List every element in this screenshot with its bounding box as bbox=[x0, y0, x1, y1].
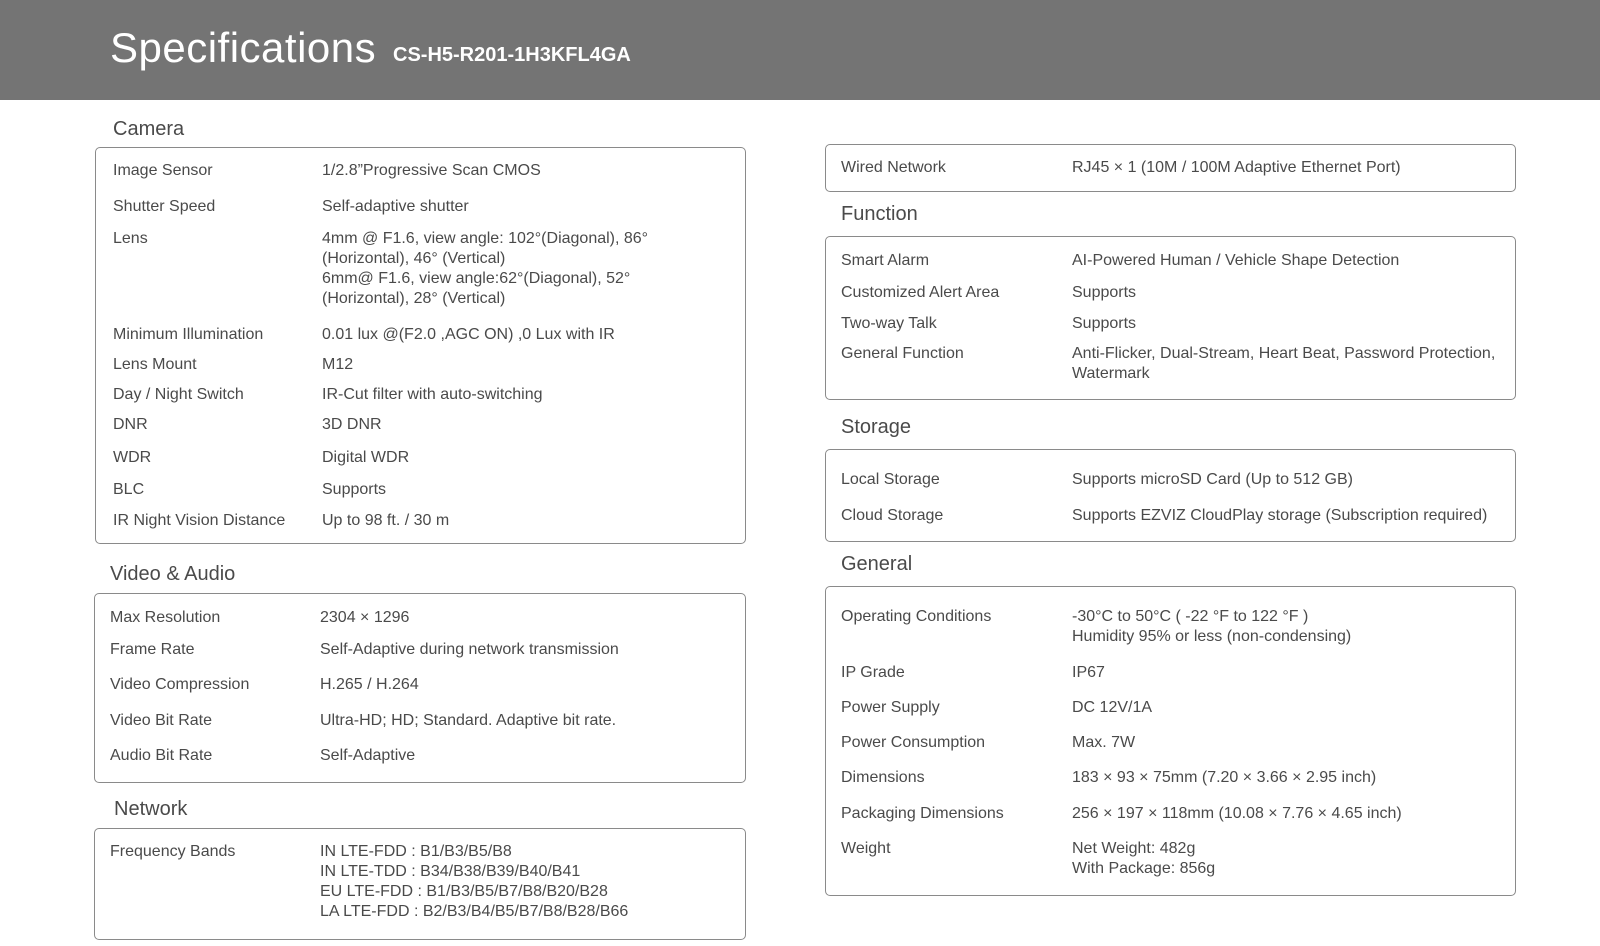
spec-label: Minimum Illumination bbox=[113, 326, 264, 343]
spec-value bbox=[322, 415, 382, 435]
section-title-general: General bbox=[841, 553, 913, 575]
spec-value-line: IN LTE-FDD : B1/B3/B5/B8 bbox=[320, 843, 512, 860]
spec-value bbox=[322, 229, 648, 309]
spec-value-line: Self-Adaptive bbox=[320, 747, 416, 764]
spec-label: BLC bbox=[113, 481, 145, 498]
spec-value-line: Self-adaptive shutter bbox=[322, 198, 469, 215]
spec-value-line: 6mm@ F1.6, view angle:62°(Diagonal), 52° bbox=[322, 270, 631, 287]
section-title-storage: Storage bbox=[841, 416, 912, 438]
spec-value bbox=[1072, 506, 1487, 526]
spec-value-line: Supports microSD Card (Up to 512 GB) bbox=[1072, 471, 1353, 488]
spec-value bbox=[320, 746, 415, 766]
spec-value bbox=[322, 197, 469, 217]
spec-value bbox=[322, 448, 409, 468]
spec-label: Two-way Talk bbox=[841, 315, 937, 332]
spec-value bbox=[1072, 314, 1136, 334]
spec-value-line: Anti-Flicker, Dual-Stream, Heart Beat, Password Protection, bbox=[1072, 345, 1496, 362]
spec-value-line: Supports bbox=[1072, 284, 1137, 301]
spec-value-line: H.265 / H.264 bbox=[320, 676, 419, 693]
spec-label: Max Resolution bbox=[110, 609, 221, 626]
spec-value-line: 183 × 93 × 75mm (7.20 × 3.66 × 2.95 inch) bbox=[1072, 769, 1377, 786]
spec-value-line: Watermark bbox=[1072, 365, 1150, 382]
spec-label: IP Grade bbox=[841, 664, 905, 681]
spec-value bbox=[1072, 607, 1351, 647]
spec-value-line: (Horizontal), 46° (Vertical) bbox=[322, 250, 506, 267]
spec-label: General Function bbox=[841, 345, 964, 362]
spec-value-line: Ultra-HD; HD; Standard. Adaptive bit rate. bbox=[320, 712, 617, 729]
spec-value-line: Supports bbox=[322, 481, 387, 498]
spec-value-line: IN LTE-TDD : B34/B38/B39/B40/B41 bbox=[320, 863, 581, 880]
spec-value-line: Self-Adaptive during network transmission bbox=[320, 641, 619, 658]
spec-label: Dimensions bbox=[841, 769, 925, 786]
spec-value-line: Supports EZVIZ CloudPlay storage (Subscription required) bbox=[1072, 507, 1488, 524]
spec-label: Video Bit Rate bbox=[110, 712, 212, 729]
spec-value-line: Net Weight: 482g bbox=[1072, 840, 1196, 857]
spec-value-line: RJ45 × 1 (10M / 100M Adaptive Ethernet Port) bbox=[1072, 159, 1401, 176]
spec-value-line: EU LTE-FDD : B1/B3/B5/B7/B8/B20/B28 bbox=[320, 883, 608, 900]
section-title-function: Function bbox=[841, 203, 918, 225]
spec-value bbox=[1072, 768, 1376, 788]
spec-label: Shutter Speed bbox=[113, 198, 216, 215]
spec-label: Audio Bit Rate bbox=[110, 747, 213, 764]
spec-value bbox=[1072, 344, 1495, 384]
spec-value-line: Digital WDR bbox=[322, 449, 410, 466]
spec-value-line: With Package: 856g bbox=[1072, 860, 1216, 877]
spec-label: Video Compression bbox=[110, 676, 250, 693]
spec-value bbox=[320, 675, 419, 695]
spec-value bbox=[1072, 663, 1105, 683]
spec-label: Packaging Dimensions bbox=[841, 805, 1004, 822]
page-title: Specifications bbox=[110, 24, 377, 71]
spec-value-line: Supports bbox=[1072, 315, 1137, 332]
spec-value bbox=[1072, 283, 1136, 303]
spec-value bbox=[322, 480, 386, 500]
spec-label: Power Consumption bbox=[841, 734, 986, 751]
spec-value bbox=[320, 608, 409, 628]
spec-label: Local Storage bbox=[841, 471, 940, 488]
spec-value-line: M12 bbox=[322, 356, 354, 373]
spec-value bbox=[322, 511, 449, 531]
spec-label: Frequency Bands bbox=[110, 843, 236, 860]
spec-value-line: 2304 × 1296 bbox=[320, 609, 410, 626]
spec-label: IR Night Vision Distance bbox=[113, 512, 286, 529]
spec-value-line: Humidity 95% or less (non-condensing) bbox=[1072, 628, 1352, 645]
section-title-video-audio: Video & Audio bbox=[110, 563, 236, 585]
spec-value-line: DC 12V/1A bbox=[1072, 699, 1153, 716]
spec-value bbox=[1072, 804, 1402, 824]
spec-label: Lens Mount bbox=[113, 356, 197, 373]
storage-box bbox=[825, 449, 1516, 542]
spec-value-line: 3D DNR bbox=[322, 416, 382, 433]
spec-value-line: Up to 98 ft. / 30 m bbox=[322, 512, 450, 529]
spec-label: Customized Alert Area bbox=[841, 284, 1000, 301]
spec-value bbox=[1072, 251, 1399, 271]
spec-label: Weight bbox=[841, 840, 891, 857]
spec-label: Power Supply bbox=[841, 699, 940, 716]
spec-value bbox=[320, 842, 628, 922]
spec-value bbox=[320, 640, 619, 660]
spec-value-line: IR-Cut filter with auto-switching bbox=[322, 386, 543, 403]
section-title-camera: Camera bbox=[113, 118, 185, 140]
spec-value bbox=[1072, 470, 1353, 490]
spec-value-line: 1/2.8”Progressive Scan CMOS bbox=[322, 162, 541, 179]
spec-value bbox=[1072, 158, 1401, 178]
spec-value-line: AI-Powered Human / Vehicle Shape Detection bbox=[1072, 252, 1400, 269]
spec-label: Frame Rate bbox=[110, 641, 195, 658]
spec-value-line: (Horizontal), 28° (Vertical) bbox=[322, 290, 506, 307]
spec-value-line: LA LTE-FDD : B2/B3/B4/B5/B7/B8/B28/B66 bbox=[320, 903, 629, 920]
spec-value bbox=[322, 385, 543, 405]
spec-value-line: Max. 7W bbox=[1072, 734, 1136, 751]
spec-value-line: 4mm @ F1.6, view angle: 102°(Diagonal), 86° bbox=[322, 230, 649, 247]
model-number: CS-H5-R201-1H3KFL4GA bbox=[393, 44, 631, 66]
spec-value-line: 0.01 lux @(F2.0 ,AGC ON) ,0 Lux with IR bbox=[322, 326, 615, 343]
spec-label: Cloud Storage bbox=[841, 507, 944, 524]
spec-value-line: IP67 bbox=[1072, 664, 1105, 681]
section-title-network: Network bbox=[114, 798, 188, 820]
spec-value bbox=[1072, 733, 1135, 753]
spec-value bbox=[322, 355, 353, 375]
spec-value bbox=[322, 325, 615, 345]
spec-label: Lens bbox=[113, 230, 148, 247]
spec-value-line: 256 × 197 × 118mm (10.08 × 7.76 × 4.65 inch) bbox=[1072, 805, 1402, 822]
spec-label: Day / Night Switch bbox=[113, 386, 244, 403]
spec-label: WDR bbox=[113, 449, 152, 466]
spec-value bbox=[1072, 698, 1152, 718]
spec-label: DNR bbox=[113, 416, 148, 433]
page-header bbox=[0, 0, 1600, 100]
spec-value bbox=[322, 161, 541, 181]
spec-value bbox=[1072, 839, 1215, 879]
spec-label: Wired Network bbox=[841, 159, 946, 176]
spec-value bbox=[320, 711, 616, 731]
spec-value-line: -30°C to 50°C ( -22 °F to 122 °F ) bbox=[1072, 608, 1309, 625]
spec-label: Operating Conditions bbox=[841, 608, 992, 625]
spec-label: Image Sensor bbox=[113, 162, 213, 179]
spec-label: Smart Alarm bbox=[841, 252, 930, 269]
